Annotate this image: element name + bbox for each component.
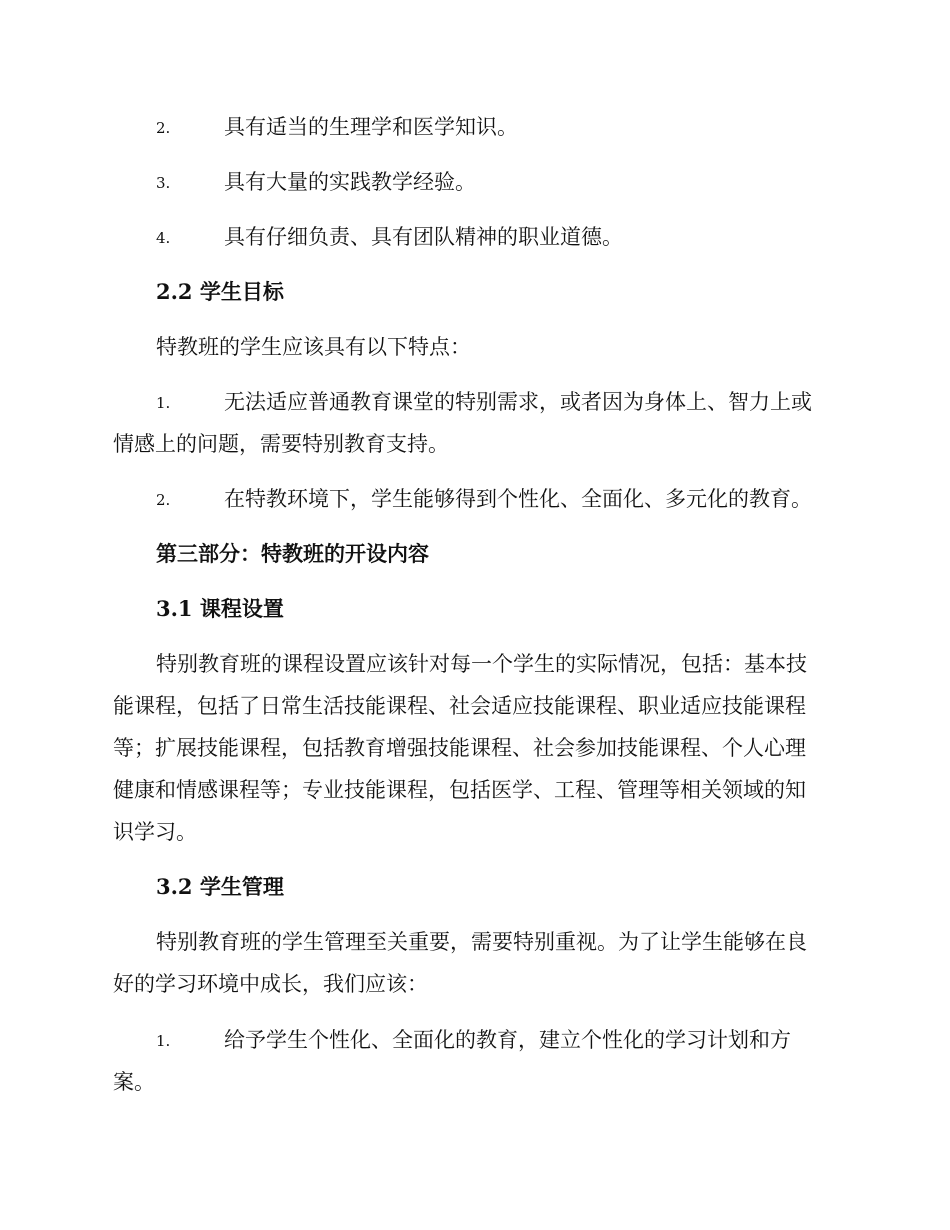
list-item-text: 在特教环境下，学生能够得到个性化、全面化、多元化的教育。 (224, 487, 812, 511)
list-item-text-continued: 案。 (113, 1070, 155, 1094)
paragraph-line: 健康和情感课程等；专业技能课程，包括医学、工程、管理等相关领域的知 (113, 778, 806, 802)
paragraph-line: 特别教育班的课程设置应该针对每一个学生的实际情况，包括：基本技 (156, 652, 807, 676)
list-item-text: 给予学生个性化、全面化的教育，建立个性化的学习计划和方 (224, 1028, 791, 1052)
section-heading: 3.1 课程设置 (156, 596, 284, 621)
list-item-text: 具有大量的实践教学经验。 (224, 170, 476, 194)
paragraph-line: 好的学习环境中成长，我们应该： (113, 972, 428, 996)
list-item-number: 4. (156, 229, 171, 247)
list-item-text-continued: 情感上的问题，需要特别教育支持。 (113, 432, 449, 456)
paragraph-line: 能课程，包括了日常生活技能课程、社会适应技能课程、职业适应技能课程 (113, 694, 806, 718)
section-heading: 2.2 学生目标 (156, 279, 284, 304)
list-item-number: 1. (156, 394, 171, 412)
list-item-number: 2. (156, 491, 171, 509)
part-heading: 第三部分：特教班的开设内容 (156, 541, 429, 566)
paragraph-line: 特教班的学生应该具有以下特点： (156, 335, 471, 359)
list-item-number: 3. (156, 174, 171, 192)
paragraph-line: 等；扩展技能课程，包括教育增强技能课程、社会参加技能课程、个人心理 (113, 736, 806, 760)
list-item-text: 无法适应普通教育课堂的特别需求，或者因为身体上、智力上或 (224, 390, 812, 414)
paragraph-line: 识学习。 (113, 820, 197, 844)
list-item-number: 2. (156, 119, 171, 137)
section-heading: 3.2 学生管理 (156, 874, 284, 899)
list-item-text: 具有适当的生理学和医学知识。 (224, 115, 518, 139)
paragraph-line: 特别教育班的学生管理至关重要，需要特别重视。为了让学生能够在良 (156, 930, 807, 954)
list-item-number: 1. (156, 1032, 171, 1050)
list-item-text: 具有仔细负责、具有团队精神的职业道德。 (224, 225, 623, 249)
